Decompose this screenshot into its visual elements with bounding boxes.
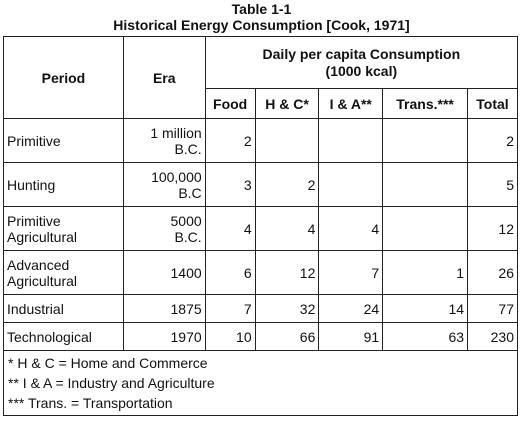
cell-era-line: B.C — [178, 184, 202, 201]
cell-food: 6 — [205, 251, 255, 295]
cell-period — [4, 251, 124, 295]
table-row — [4, 119, 518, 163]
cell-trans — [383, 163, 468, 207]
header-consumption-line2: (1000 kcal) — [325, 62, 398, 79]
cell-era-line: 100,000 — [151, 168, 202, 185]
cell-era-line: B.C. — [174, 140, 202, 157]
header-ia: I & A** — [319, 89, 383, 119]
cell-ia: 91 — [319, 323, 383, 351]
cell-total: 230 — [468, 323, 518, 351]
header-era: Era — [123, 37, 205, 119]
cell-ia: 7 — [319, 251, 383, 295]
cell-era — [123, 119, 205, 163]
table-number: Table 1-1 — [231, 1, 292, 17]
cell-ia: 4 — [319, 207, 383, 251]
cell-ia — [319, 163, 383, 207]
header-trans: Trans.*** — [383, 89, 468, 119]
cell-food: 4 — [205, 207, 255, 251]
cell-era-line: 1400 — [170, 264, 202, 281]
cell-trans — [383, 119, 468, 163]
cell-food: 7 — [205, 295, 255, 323]
cell-period — [4, 119, 124, 163]
cell-trans — [383, 207, 468, 251]
cell-era-line: B.C. — [174, 228, 202, 245]
cell-hc: 4 — [255, 207, 319, 251]
footnote-ia: ** I & A = Industry and Agriculture — [8, 375, 215, 391]
table-body — [4, 119, 518, 351]
cell-period — [4, 323, 124, 351]
cell-ia: 24 — [319, 295, 383, 323]
table-title: Historical Energy Consumption [Cook, 1971] — [113, 17, 410, 33]
cell-hc: 66 — [255, 323, 319, 351]
cell-era — [123, 323, 205, 351]
footnote-trans: *** Trans. = Transportation — [8, 395, 173, 411]
table-row — [4, 163, 518, 207]
footnote-hc: * H & C = Home and Commerce — [8, 355, 208, 371]
table-row — [4, 207, 518, 251]
header-food: Food — [205, 89, 255, 119]
cell-era-line: 1 million — [150, 124, 202, 141]
cell-period-line: Technological — [7, 328, 92, 345]
cell-period-line: Agricultural — [7, 228, 78, 245]
table-row — [4, 323, 518, 351]
cell-hc: 32 — [255, 295, 319, 323]
cell-total: 77 — [468, 295, 518, 323]
cell-total: 26 — [468, 251, 518, 295]
cell-trans: 14 — [383, 295, 468, 323]
cell-period-line: Hunting — [7, 176, 56, 193]
table-row — [4, 295, 518, 323]
cell-era — [123, 295, 205, 323]
cell-food: 2 — [205, 119, 255, 163]
table-caption — [0, 0, 523, 33]
header-period: Period — [4, 37, 124, 119]
cell-period-line: Industrial — [7, 300, 64, 317]
cell-food: 10 — [205, 323, 255, 351]
cell-period-line: Primitive — [7, 132, 61, 149]
cell-period-line: Agricultural — [7, 272, 78, 289]
energy-table — [3, 36, 518, 416]
header-consumption-line1: Daily per capita Consumption — [262, 45, 461, 62]
cell-trans: 1 — [383, 251, 468, 295]
cell-total: 2 — [468, 119, 518, 163]
cell-hc: 12 — [255, 251, 319, 295]
cell-total: 12 — [468, 207, 518, 251]
cell-era-line: 5000 — [170, 212, 202, 229]
header-consumption-group — [205, 37, 517, 89]
cell-hc: 2 — [255, 163, 319, 207]
cell-era — [123, 163, 205, 207]
cell-period — [4, 163, 124, 207]
cell-era — [123, 251, 205, 295]
footnotes — [4, 351, 518, 416]
cell-period-line: Advanced — [7, 256, 70, 273]
header-total: Total — [468, 89, 518, 119]
cell-era-line: 1875 — [170, 300, 202, 317]
cell-period-line: Primitive — [7, 212, 61, 229]
cell-period — [4, 295, 124, 323]
cell-ia — [319, 119, 383, 163]
cell-era-line: 1970 — [170, 328, 202, 345]
cell-trans: 63 — [383, 323, 468, 351]
cell-era — [123, 207, 205, 251]
header-hc: H & C* — [255, 89, 319, 119]
cell-hc — [255, 119, 319, 163]
cell-food: 3 — [205, 163, 255, 207]
cell-total: 5 — [468, 163, 518, 207]
table-row — [4, 251, 518, 295]
cell-period — [4, 207, 124, 251]
